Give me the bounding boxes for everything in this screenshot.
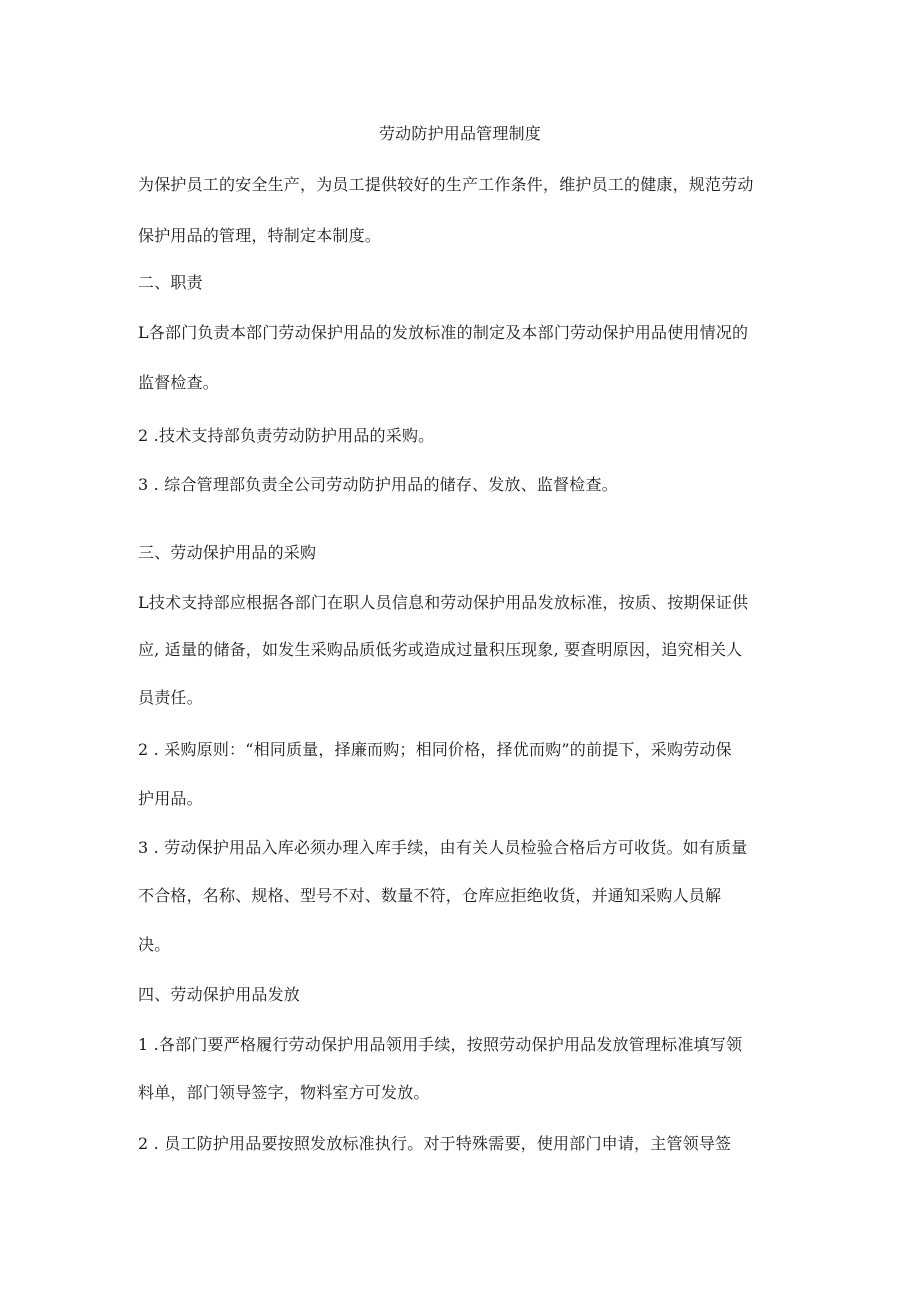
section-heading-duties: 二、职责 [138,273,203,292]
procurement-item-2-line-1: 2 . 采购原则：“相同质量，择廉而购；相同价格，择优而购”的前提下，采购劳动保 [138,740,732,759]
section-heading-procurement: 三、劳动保护用品的采购 [138,543,317,562]
procurement-item-3-line-3: 决。 [138,935,171,954]
procurement-item-2-line-2: 护用品。 [138,789,203,808]
distribution-item-2-line-1: 2 . 员工防护用品要按照发放标准执行。对于特殊需要，使用部门申请，主管领导签 [138,1134,732,1153]
duty-item-2: 2 .技术支持部负责劳动防护用品的采购。 [138,426,435,445]
duty-item-1-line-2: 监督检查。 [138,373,220,392]
intro-line-2: 保护用品的管理，特制定本制度。 [138,226,382,245]
procurement-item-3-line-2: 不合格，名称、规格、型号不对、数量不符，仓库应拒绝收货，并通知采购人员解 [138,886,722,905]
section-heading-distribution: 四、劳动保护用品发放 [138,985,301,1004]
intro-line-1: 为保护员工的安全生产，为员工提供较好的生产工作条件，维护员工的健康，规范劳动 [138,175,754,194]
procurement-item-1-line-2: 应, 适量的储备，如发生采购品质低劣或造成过量积压现象, 要查明原因，追究相关人 [138,640,743,659]
procurement-item-1-line-1: L技术支持部应根据各部门在职人员信息和劳动保护用品发放标准，按质、按期保证供 [138,593,749,612]
procurement-item-1-line-3: 员责任。 [138,688,203,707]
distribution-item-1-line-2: 料单，部门领导签字，物料室方可发放。 [138,1083,430,1102]
duty-item-1-line-1: L各部门负责本部门劳动保护用品的发放标准的制定及本部门劳动保护用品使用情况的 [138,323,749,342]
procurement-item-3-line-1: 3 . 劳动保护用品入库必须办理入库手续，由有关人员检验合格后方可收货。如有质量 [138,838,748,857]
duty-item-3: 3 . 综合管理部负责全公司劳动防护用品的储存、发放、监督检查。 [138,475,618,494]
distribution-item-1-line-1: 1 .各部门要严格履行劳动保护用品领用手续，按照劳动保护用品发放管理标准填写领 [138,1035,743,1054]
page-title: 劳动防护用品管理制度 [378,124,541,143]
